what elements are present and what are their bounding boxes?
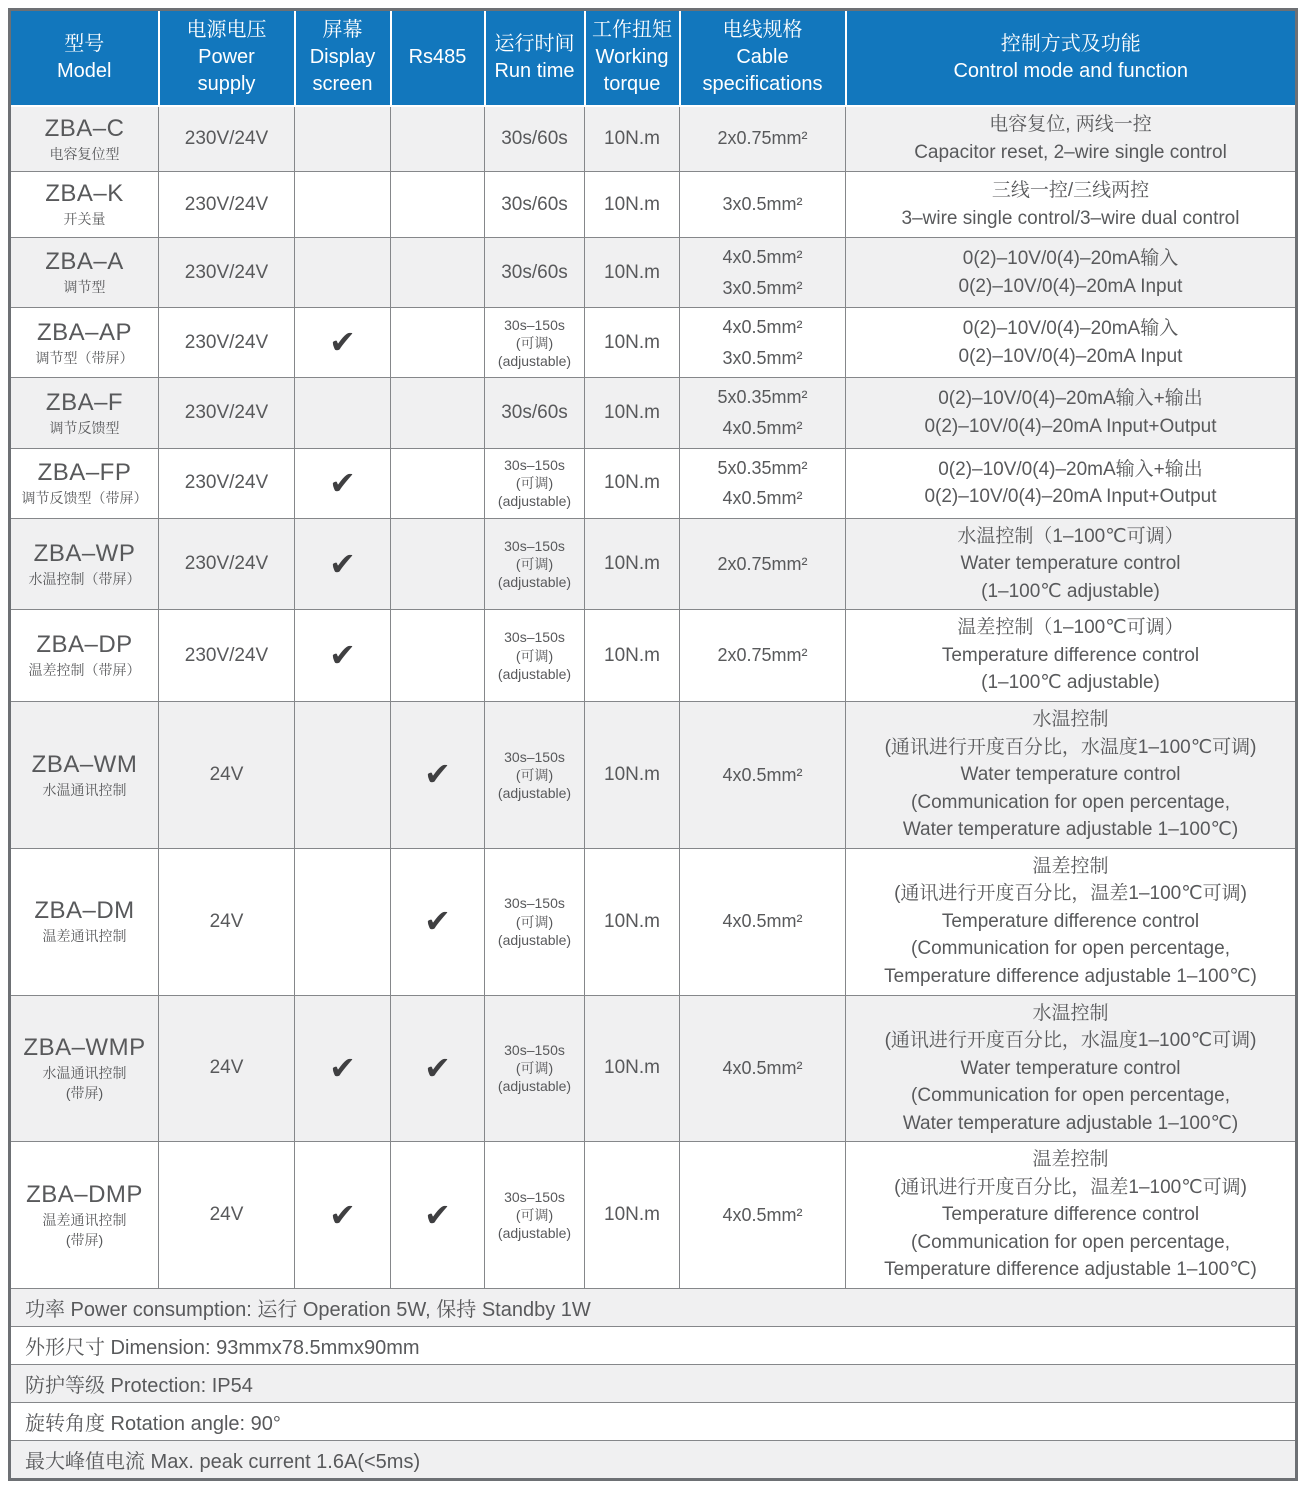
- product-row: [10, 518, 1297, 610]
- control-function-line: (Communication for open percentage,: [911, 791, 1230, 813]
- rs485-cell: [391, 995, 485, 1142]
- model-subtitle: (带屏): [65, 1232, 104, 1249]
- column-header-line: 运行时间: [494, 32, 575, 55]
- run-time-line: (adjustable): [497, 1078, 572, 1095]
- model-name: ZBA–DMP: [26, 1180, 143, 1208]
- model-cell: [10, 172, 159, 238]
- power-supply-cell: 24V: [159, 702, 295, 849]
- control-function-line: 三线一控/三线两控: [991, 179, 1150, 201]
- column-header-rs485: [391, 10, 485, 106]
- run-time-cell: [485, 378, 585, 448]
- power-supply-cell: 230V/24V: [159, 610, 295, 702]
- control-function-line: (Communication for open percentage,: [911, 1085, 1230, 1107]
- run-time-line: (adjustable): [497, 931, 572, 948]
- cable-spec-line: 2x0.75mm²: [717, 553, 808, 574]
- cable-cell: [680, 995, 846, 1142]
- power-supply-cell: 230V/24V: [159, 238, 295, 308]
- display-screen-cell: [295, 378, 391, 448]
- column-header-line: specifications: [702, 73, 823, 96]
- column-header-runtime: [485, 10, 585, 106]
- run-time-cell: [485, 308, 585, 378]
- control-function-line: 水温控制: [1032, 1002, 1109, 1024]
- control-cell: [846, 610, 1297, 702]
- run-time-cell: [485, 448, 585, 518]
- control-cell: [846, 848, 1297, 995]
- run-time-line: (adjustable): [497, 574, 572, 591]
- model-subtitle: 电容复位型: [49, 145, 120, 162]
- cable-cell: [680, 378, 846, 448]
- rs485-cell: [391, 610, 485, 702]
- control-function-line: 水温控制（1–100℃可调）: [957, 525, 1184, 547]
- model-cell: [10, 106, 159, 172]
- column-header-line: 电源电压: [186, 19, 267, 42]
- cable-spec-line: 4x0.5mm²: [722, 1058, 803, 1079]
- product-row: [10, 448, 1297, 518]
- footer-text: 旋转角度 Rotation angle: 90°: [10, 1402, 1297, 1440]
- control-cell: [846, 308, 1297, 378]
- model-subtitle: 开关量: [63, 211, 106, 228]
- footer-text: 防护等级 Protection: IP54: [10, 1364, 1297, 1402]
- control-function-line: (通讯进行开度百分比，水温度1–100℃可调): [884, 736, 1257, 758]
- check-icon: ✔: [424, 1196, 451, 1233]
- cable-spec-line: 4x0.5mm²: [722, 764, 803, 785]
- run-time-cell: [485, 995, 585, 1142]
- model-name: ZBA–DM: [34, 897, 135, 925]
- control-function-line: Water temperature adjustable 1–100℃): [902, 819, 1239, 841]
- display-screen-cell: [295, 172, 391, 238]
- product-row: [10, 238, 1297, 308]
- column-header-cable: [680, 10, 846, 106]
- control-function-line: Water temperature adjustable 1–100℃): [902, 1112, 1239, 1134]
- run-time-cell: [485, 106, 585, 172]
- display-screen-cell: [295, 238, 391, 308]
- model-subtitle: 水温通讯控制: [42, 1064, 127, 1081]
- product-row: [10, 702, 1297, 849]
- display-screen-cell: [295, 308, 391, 378]
- control-function-line: 0(2)–10V/0(4)–20mA输入: [962, 318, 1179, 340]
- footer-row: [10, 1402, 1297, 1440]
- control-function-line: 0(2)–10V/0(4)–20mA Input: [958, 345, 1183, 367]
- rs485-cell: [391, 238, 485, 308]
- control-cell: [846, 518, 1297, 610]
- control-function-line: 温差控制: [1032, 1149, 1109, 1171]
- run-time-line: 30s–150s: [504, 456, 565, 473]
- display-screen-cell: [295, 848, 391, 995]
- run-time-cell: [485, 518, 585, 610]
- rs485-cell: [391, 1142, 485, 1289]
- run-time-cell: [485, 848, 585, 995]
- model-subtitle: 调节反馈型（带屏）: [21, 489, 148, 506]
- column-header-line: screen: [312, 73, 373, 96]
- product-row: [10, 610, 1297, 702]
- check-icon: ✔: [329, 464, 356, 501]
- torque-cell: 10N.m: [585, 448, 680, 518]
- model-name: ZBA–AP: [36, 318, 133, 346]
- column-header-model: [10, 10, 159, 106]
- check-icon: ✔: [329, 1049, 356, 1086]
- model-name: ZBA–C: [44, 114, 125, 142]
- cable-spec-line: 4x0.5mm²: [722, 488, 803, 509]
- control-function-line: 0(2)–10V/0(4)–20mA Input+Output: [924, 415, 1217, 437]
- product-row: [10, 308, 1297, 378]
- cable-spec-line: 2x0.75mm²: [717, 645, 808, 666]
- model-subtitle: 水温通讯控制: [42, 781, 127, 798]
- run-time-line: (可调): [515, 766, 554, 783]
- control-function-line: 水温控制: [1032, 709, 1109, 731]
- column-header-line: Model: [57, 59, 112, 82]
- header-row: [10, 10, 1297, 106]
- control-function-line: 电容复位, 两线一控: [989, 114, 1152, 136]
- column-header-display: [295, 10, 391, 106]
- control-function-line: Temperature difference adjustable 1–100℃): [884, 965, 1257, 987]
- run-time-cell: [485, 610, 585, 702]
- run-time-line: 30s–150s: [504, 748, 565, 765]
- control-cell: [846, 1142, 1297, 1289]
- run-time-cell: [485, 702, 585, 849]
- cable-spec-line: 3x0.5mm²: [722, 194, 803, 215]
- control-function-line: (通讯进行开度百分比，水温度1–100℃可调): [884, 1030, 1257, 1052]
- run-time-line: (可调): [515, 913, 554, 930]
- run-time-line: (可调): [515, 1060, 554, 1077]
- footer-row: [10, 1440, 1297, 1479]
- control-function-line: 0(2)–10V/0(4)–20mA Input: [958, 275, 1183, 297]
- control-function-line: 0(2)–10V/0(4)–20mA输入+输出: [938, 458, 1203, 480]
- run-time-line: 30s–150s: [504, 1188, 565, 1205]
- control-function-line: Water temperature control: [960, 764, 1181, 786]
- cable-spec-line: 4x0.5mm²: [722, 417, 803, 438]
- torque-cell: 10N.m: [585, 1142, 680, 1289]
- cable-spec-line: 4x0.5mm²: [722, 317, 803, 338]
- cable-spec-line: 3x0.5mm²: [722, 277, 803, 298]
- run-time-line: (可调): [515, 475, 554, 492]
- control-function-line: Temperature difference control: [941, 1204, 1200, 1226]
- footer-rows: [10, 1288, 1297, 1479]
- product-row: [10, 106, 1297, 172]
- run-time-cell: [485, 1142, 585, 1289]
- footer-text: 功率 Power consumption: 运行 Operation 5W, 保持 Standby 1W: [10, 1288, 1297, 1326]
- run-time-cell: [485, 238, 585, 308]
- display-screen-cell: [295, 1142, 391, 1289]
- model-name: ZBA–WP: [33, 539, 136, 567]
- torque-cell: 10N.m: [585, 702, 680, 849]
- model-cell: [10, 610, 159, 702]
- model-name: ZBA–A: [45, 248, 124, 276]
- model-cell: [10, 448, 159, 518]
- model-cell: [10, 995, 159, 1142]
- model-name: ZBA–K: [45, 180, 124, 208]
- model-subtitle: 调节型（带屏）: [35, 349, 134, 366]
- column-header-line: 电线规格: [722, 19, 803, 42]
- control-function-line: Capacitor reset, 2–wire single control: [914, 141, 1227, 163]
- torque-cell: 10N.m: [585, 848, 680, 995]
- model-cell: [10, 518, 159, 610]
- model-subtitle: 温差通讯控制: [42, 928, 127, 945]
- model-cell: [10, 848, 159, 995]
- control-function-line: 0(2)–10V/0(4)–20mA输入: [962, 248, 1179, 270]
- column-header-line: supply: [197, 73, 256, 96]
- column-header-line: Cable: [736, 46, 789, 69]
- control-cell: [846, 995, 1297, 1142]
- column-header-line: Rs485: [408, 46, 467, 69]
- column-header-line: Run time: [494, 59, 575, 82]
- run-time-line: (adjustable): [497, 352, 572, 369]
- run-time-line: 30s/60s: [501, 193, 568, 215]
- cable-cell: [680, 106, 846, 172]
- cable-cell: [680, 702, 846, 849]
- cable-spec-line: 4x0.5mm²: [722, 247, 803, 267]
- model-cell: [10, 1142, 159, 1289]
- display-screen-cell: [295, 518, 391, 610]
- rs485-cell: [391, 106, 485, 172]
- product-row: [10, 848, 1297, 995]
- control-cell: [846, 702, 1297, 849]
- column-header-line: Working: [595, 46, 669, 69]
- power-supply-cell: 24V: [159, 848, 295, 995]
- control-function-line: Water temperature control: [960, 1057, 1181, 1079]
- run-time-line: 30s/60s: [501, 261, 568, 283]
- check-icon: ✔: [329, 324, 356, 361]
- run-time-line: (可调): [515, 334, 554, 351]
- control-function-line: 0(2)–10V/0(4)–20mA输入+输出: [938, 388, 1203, 410]
- rs485-cell: [391, 848, 485, 995]
- footer-row: [10, 1288, 1297, 1326]
- run-time-line: 30s–150s: [504, 629, 565, 646]
- product-row: [10, 172, 1297, 238]
- control-function-line: (1–100℃ adjustable): [981, 580, 1160, 602]
- control-function-line: 温差控制: [1032, 855, 1109, 877]
- power-supply-cell: 230V/24V: [159, 518, 295, 610]
- model-subtitle: 水温控制（带屏）: [28, 570, 141, 587]
- power-supply-cell: 230V/24V: [159, 448, 295, 518]
- model-subtitle: 温差控制（带屏）: [28, 662, 141, 679]
- model-subtitle: 调节反馈型: [49, 419, 120, 436]
- display-screen-cell: [295, 995, 391, 1142]
- cable-cell: [680, 308, 846, 378]
- spec-table: [8, 8, 1298, 1481]
- rs485-cell: [391, 308, 485, 378]
- model-name: ZBA–WMP: [23, 1033, 146, 1061]
- column-header-torque: [585, 10, 680, 106]
- control-function-line: (通讯进行开度百分比，温差1–100℃可调): [894, 1176, 1247, 1198]
- rs485-cell: [391, 448, 485, 518]
- control-function-line: 温差控制（1–100℃可调）: [957, 617, 1184, 639]
- rs485-cell: [391, 518, 485, 610]
- control-cell: [846, 106, 1297, 172]
- column-header-line: 工作扭矩: [592, 19, 672, 42]
- column-header-power: [159, 10, 295, 106]
- run-time-line: (可调): [515, 647, 554, 664]
- display-screen-cell: [295, 448, 391, 518]
- run-time-line: 30s–150s: [504, 316, 565, 333]
- check-icon: ✔: [424, 756, 451, 793]
- control-function-line: (Communication for open percentage,: [911, 1231, 1230, 1253]
- control-cell: [846, 448, 1297, 518]
- control-cell: [846, 238, 1297, 308]
- column-header-line: Display: [309, 46, 376, 69]
- control-function-line: Temperature difference adjustable 1–100℃): [884, 1259, 1257, 1281]
- model-name: ZBA–DP: [36, 631, 133, 659]
- check-icon: ✔: [424, 903, 451, 940]
- run-time-line: (adjustable): [497, 493, 572, 510]
- footer-text: 外形尺寸 Dimension: 93mmx78.5mmx90mm: [10, 1326, 1297, 1364]
- cable-cell: [680, 238, 846, 308]
- torque-cell: 10N.m: [585, 106, 680, 172]
- model-name: ZBA–WM: [31, 750, 138, 778]
- control-cell: [846, 378, 1297, 448]
- product-rows: [10, 106, 1297, 1289]
- run-time-line: 30s/60s: [501, 401, 568, 423]
- cable-spec-line: 5x0.35mm²: [717, 457, 808, 478]
- cable-cell: [680, 1142, 846, 1289]
- cable-spec-line: 4x0.5mm²: [722, 1204, 803, 1225]
- torque-cell: 10N.m: [585, 610, 680, 702]
- run-time-line: 30s/60s: [501, 127, 568, 149]
- torque-cell: 10N.m: [585, 378, 680, 448]
- cable-cell: [680, 448, 846, 518]
- power-supply-cell: 24V: [159, 1142, 295, 1289]
- product-row: [10, 1142, 1297, 1289]
- model-cell: [10, 308, 159, 378]
- cable-spec-line: 4x0.5mm²: [722, 911, 803, 932]
- cable-spec-line: 2x0.75mm²: [717, 128, 808, 149]
- product-row: [10, 378, 1297, 448]
- check-icon: ✔: [329, 1196, 356, 1233]
- control-function-line: 3–wire single control/3–wire dual control: [901, 207, 1240, 229]
- torque-cell: 10N.m: [585, 308, 680, 378]
- control-cell: [846, 172, 1297, 238]
- power-supply-cell: 230V/24V: [159, 106, 295, 172]
- torque-cell: 10N.m: [585, 518, 680, 610]
- model-subtitle: 调节型: [63, 279, 106, 296]
- check-icon: ✔: [424, 1049, 451, 1086]
- power-supply-cell: 230V/24V: [159, 378, 295, 448]
- rs485-cell: [391, 172, 485, 238]
- rs485-cell: [391, 378, 485, 448]
- run-time-line: (可调): [515, 555, 554, 572]
- column-header-line: Control mode and function: [953, 59, 1189, 82]
- column-header-line: 屏幕: [322, 19, 363, 42]
- column-header-line: 控制方式及功能: [1000, 32, 1141, 55]
- column-header-line: Power: [198, 46, 255, 69]
- control-function-line: 0(2)–10V/0(4)–20mA Input+Output: [924, 486, 1217, 508]
- cable-spec-line: 3x0.5mm²: [722, 347, 803, 368]
- model-cell: [10, 702, 159, 849]
- run-time-cell: [485, 172, 585, 238]
- run-time-line: 30s–150s: [504, 895, 565, 912]
- column-header-line: torque: [603, 73, 661, 96]
- footer-row: [10, 1364, 1297, 1402]
- product-row: [10, 995, 1297, 1142]
- power-supply-cell: 24V: [159, 995, 295, 1142]
- torque-cell: 10N.m: [585, 172, 680, 238]
- check-icon: ✔: [329, 545, 356, 582]
- run-time-line: (adjustable): [497, 665, 572, 682]
- control-function-line: Water temperature control: [960, 553, 1181, 575]
- run-time-line: (adjustable): [497, 784, 572, 801]
- run-time-line: (adjustable): [497, 1225, 572, 1242]
- cable-cell: [680, 610, 846, 702]
- footer-row: [10, 1326, 1297, 1364]
- model-name: ZBA–F: [45, 388, 124, 416]
- run-time-line: 30s–150s: [504, 1042, 565, 1059]
- model-cell: [10, 238, 159, 308]
- cable-spec-line: 5x0.35mm²: [717, 387, 808, 408]
- display-screen-cell: [295, 106, 391, 172]
- power-supply-cell: 230V/24V: [159, 308, 295, 378]
- model-subtitle: 温差通讯控制: [42, 1211, 127, 1228]
- rs485-cell: [391, 702, 485, 849]
- cable-cell: [680, 172, 846, 238]
- torque-cell: 10N.m: [585, 238, 680, 308]
- model-cell: [10, 378, 159, 448]
- control-function-line: (通讯进行开度百分比，温差1–100℃可调): [894, 883, 1247, 905]
- model-name: ZBA–FP: [37, 458, 132, 486]
- run-time-line: (可调): [515, 1207, 554, 1223]
- cable-cell: [680, 518, 846, 610]
- run-time-line: 30s–150s: [504, 537, 565, 554]
- column-header-control: [846, 10, 1297, 106]
- footer-text: 最大峰值电流 Max. peak current 1.6A(<5ms): [10, 1440, 1297, 1479]
- model-subtitle: (带屏): [65, 1085, 104, 1102]
- control-function-line: (1–100℃ adjustable): [981, 672, 1160, 694]
- control-function-line: Temperature difference control: [941, 910, 1200, 932]
- display-screen-cell: [295, 610, 391, 702]
- display-screen-cell: [295, 702, 391, 849]
- column-header-line: 型号: [64, 32, 105, 55]
- control-function-line: Temperature difference control: [941, 644, 1200, 666]
- cable-cell: [680, 848, 846, 995]
- table-header: [10, 10, 1297, 106]
- power-supply-cell: 230V/24V: [159, 172, 295, 238]
- check-icon: ✔: [329, 637, 356, 674]
- control-function-line: (Communication for open percentage,: [911, 938, 1230, 960]
- torque-cell: 10N.m: [585, 995, 680, 1142]
